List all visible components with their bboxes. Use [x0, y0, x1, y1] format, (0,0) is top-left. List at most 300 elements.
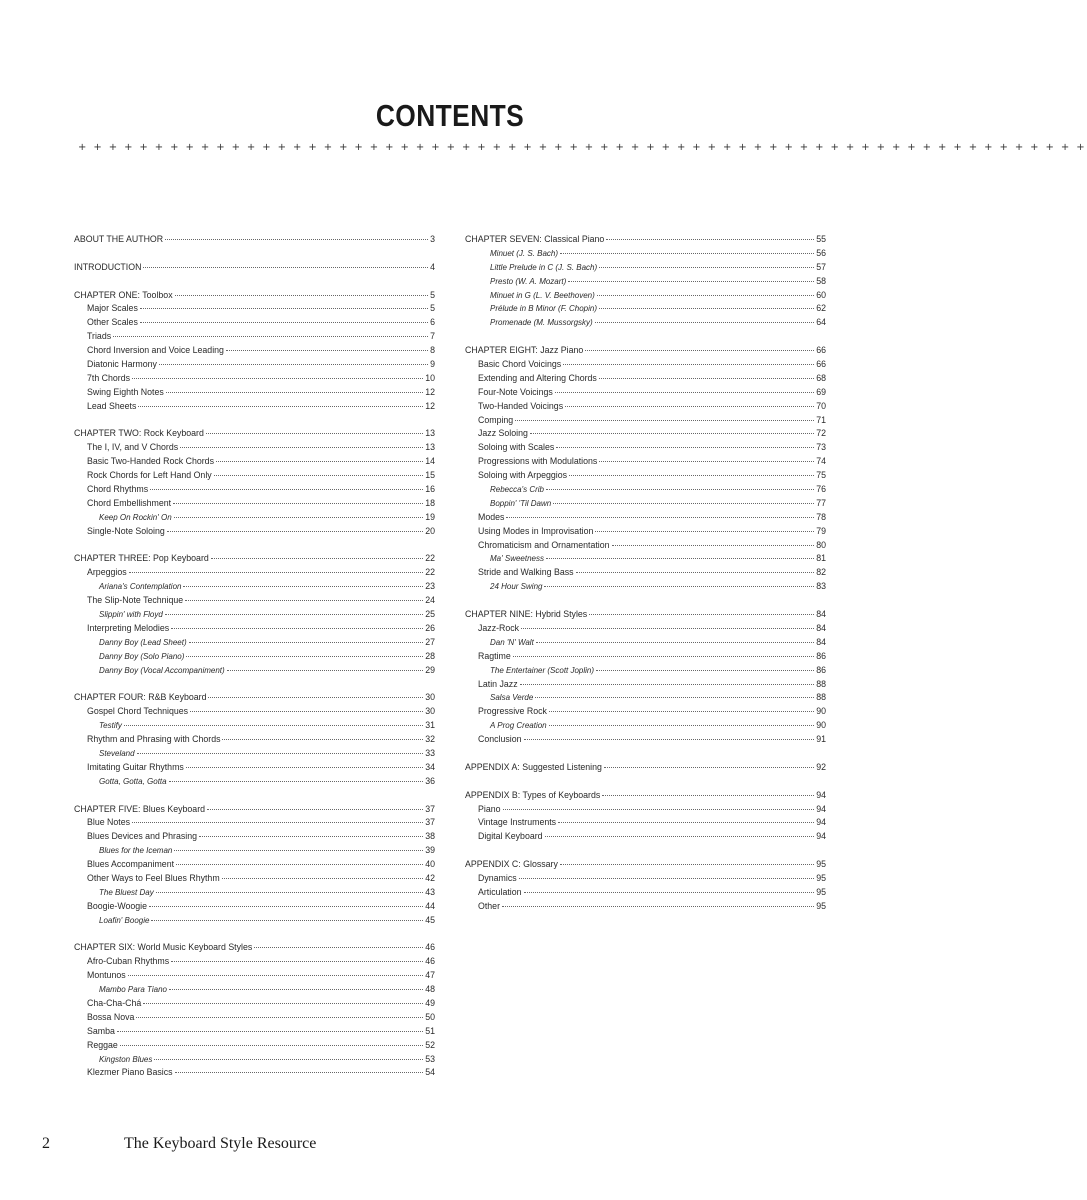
dot-leader — [524, 739, 815, 740]
toc-entry-title: Ma' Sweetness — [490, 554, 544, 564]
toc-entry-title: Keep On Rockin' On — [99, 512, 172, 522]
toc-song-entry — [74, 775, 435, 789]
toc-page-number: 37 — [425, 817, 435, 828]
toc-entry — [74, 594, 435, 608]
toc-page-number: 51 — [425, 1025, 435, 1036]
dot-leader — [214, 475, 424, 476]
toc-page-number: 90 — [816, 720, 826, 731]
toc-entry-title: Klezmer Piano Basics — [87, 1067, 173, 1078]
toc-page-number: 88 — [816, 678, 826, 689]
dot-leader — [506, 517, 814, 518]
toc-page-number: 74 — [816, 456, 826, 467]
toc-entry — [74, 302, 435, 316]
toc-page-number: 19 — [425, 511, 435, 522]
dot-leader — [502, 906, 814, 907]
dot-leader — [606, 239, 814, 240]
toc-entry — [74, 1025, 435, 1039]
toc-entry-title: Modes — [478, 511, 505, 522]
toc-page-number: 37 — [425, 803, 435, 814]
toc-entry-title: Vintage Instruments — [478, 817, 557, 828]
toc-entry — [465, 386, 826, 400]
toc-song-entry — [74, 1053, 435, 1067]
toc-entry — [74, 483, 435, 497]
toc-entry-title: Reggae — [87, 1039, 118, 1050]
toc-page-number: 7 — [430, 331, 435, 342]
toc-entry — [74, 622, 435, 636]
toc-page-number: 91 — [816, 734, 826, 745]
toc-entry-title: Other — [478, 900, 501, 911]
dot-leader — [515, 420, 814, 421]
toc-song-entry — [74, 664, 435, 678]
toc-entry-title: A Prog Creation — [490, 721, 547, 731]
toc-song-entry — [74, 844, 435, 858]
toc-entry — [74, 358, 435, 372]
dot-leader — [553, 503, 814, 504]
toc-entry — [74, 441, 435, 455]
toc-entry-title: Dan 'N' Walt — [490, 637, 534, 647]
toc-heading-entry — [465, 789, 826, 803]
dot-leader — [597, 295, 814, 296]
dot-leader — [190, 711, 423, 712]
toc-entry-title: Blues Devices and Phrasing — [87, 831, 198, 842]
dot-leader — [132, 378, 423, 379]
toc-entry-title: Triads — [87, 331, 112, 342]
toc-song-entry — [465, 302, 826, 316]
toc-entry-title: Blue Notes — [87, 817, 131, 828]
toc-entry-title: Other Ways to Feel Blues Rhythm — [87, 872, 220, 883]
toc-heading-entry — [74, 261, 435, 275]
toc-section — [74, 289, 435, 414]
toc-section — [74, 941, 435, 1080]
toc-page-number: 62 — [816, 303, 826, 314]
dot-leader — [185, 600, 423, 601]
dot-leader — [138, 406, 423, 407]
toc-section — [465, 858, 826, 914]
toc-entry — [465, 803, 826, 817]
toc-page-number: 94 — [816, 817, 826, 828]
toc-page-number: 53 — [425, 1053, 435, 1064]
toc-entry-title: 24 Hour Swing — [490, 582, 543, 592]
dot-leader — [599, 378, 814, 379]
toc-entry-title: Chromaticism and Ornamentation — [478, 539, 610, 550]
dot-leader — [565, 406, 814, 407]
toc-page-number: 64 — [816, 317, 826, 328]
toc-entry-title: Arpeggios — [87, 567, 127, 578]
page-title: CONTENTS — [375, 98, 525, 133]
toc-entry-title: Basic Two-Handed Rock Chords — [87, 456, 214, 467]
toc-entry-title: Kingston Blues — [99, 1054, 153, 1064]
toc-entry-title: Diatonic Harmony — [87, 359, 157, 370]
toc-page-number: 84 — [816, 622, 826, 633]
toc-section — [465, 789, 826, 845]
toc-entry — [74, 316, 435, 330]
dot-leader — [604, 767, 814, 768]
toc-song-entry — [74, 580, 435, 594]
toc-page-number: 3 — [430, 234, 435, 244]
toc-entry — [74, 344, 435, 358]
toc-page-number: 9 — [430, 359, 435, 370]
dot-leader — [560, 253, 814, 254]
dot-leader — [602, 795, 814, 796]
toc-page-number: 44 — [425, 900, 435, 911]
toc-song-entry — [465, 636, 826, 650]
dot-leader — [524, 892, 815, 893]
toc-heading-entry — [465, 761, 826, 775]
toc-page-number: 46 — [425, 942, 435, 953]
toc-entry — [74, 830, 435, 844]
dot-leader — [132, 822, 423, 823]
toc-entry — [465, 830, 826, 844]
dot-leader — [612, 545, 815, 546]
toc-heading-entry — [74, 289, 435, 303]
toc-entry — [465, 414, 826, 428]
toc-song-entry — [465, 497, 826, 511]
toc-page-number: 13 — [425, 442, 435, 453]
toc-page-number: 54 — [425, 1067, 435, 1078]
toc-entry-title: Testify — [99, 721, 122, 731]
toc-entry-title: Lead Sheets — [87, 400, 137, 411]
toc-entry-title: Conclusion — [478, 734, 522, 745]
toc-page-number: 95 — [816, 872, 826, 883]
dot-leader — [124, 725, 423, 726]
toc-entry-title: Single-Note Soloing — [87, 525, 165, 536]
toc-page-number: 68 — [816, 372, 826, 383]
toc-page-number: 57 — [816, 261, 826, 272]
dot-leader — [545, 836, 815, 837]
dot-leader — [186, 656, 423, 657]
toc-entry-title: Gotta, Gotta, Gotta — [99, 776, 167, 786]
toc-song-entry — [74, 511, 435, 525]
toc-page-number: 94 — [816, 789, 826, 800]
toc-page-number: 56 — [816, 247, 826, 258]
toc-entry-title: Major Scales — [87, 303, 138, 314]
toc-entry-title: CHAPTER THREE: Pop Keyboard — [74, 553, 209, 564]
toc-song-entry — [465, 275, 826, 289]
dot-leader — [165, 614, 423, 615]
dot-leader — [140, 322, 428, 323]
toc-page-number: 27 — [425, 636, 435, 647]
toc-page-number: 39 — [425, 845, 435, 856]
toc-entry — [74, 969, 435, 983]
toc-page-number: 12 — [425, 400, 435, 411]
toc-page-number: 95 — [816, 886, 826, 897]
toc-page-number: 83 — [816, 581, 826, 592]
toc-entry — [465, 650, 826, 664]
dot-leader — [555, 392, 814, 393]
dot-leader — [199, 836, 423, 837]
toc-entry-title: Stride and Walking Bass — [478, 567, 574, 578]
toc-entry-title: CHAPTER FOUR: R&B Keyboard — [74, 692, 207, 703]
toc-page-number: 4 — [430, 261, 435, 272]
dot-leader — [208, 697, 423, 698]
toc-page-number: 13 — [425, 428, 435, 439]
toc-page-number: 76 — [816, 484, 826, 495]
toc-entry — [74, 386, 435, 400]
toc-page-number: 80 — [816, 539, 826, 550]
toc-entry-title: The I, IV, and V Chords — [87, 442, 179, 453]
toc-entry — [74, 955, 435, 969]
dot-leader — [599, 308, 814, 309]
dot-leader — [183, 586, 423, 587]
toc-entry-title: CHAPTER EIGHT: Jazz Piano — [465, 345, 584, 356]
toc-song-entry — [465, 691, 826, 705]
dot-leader — [216, 461, 423, 462]
toc-song-entry — [74, 650, 435, 664]
toc-song-entry — [74, 719, 435, 733]
toc-page-number: 16 — [425, 484, 435, 495]
dot-leader — [563, 364, 814, 365]
toc-entry-title: Four-Note Voicings — [478, 386, 553, 397]
dot-leader — [254, 947, 423, 948]
toc-section — [74, 261, 435, 275]
toc-page-number: 38 — [425, 831, 435, 842]
toc-entry-title: Imitating Guitar Rhythms — [87, 761, 184, 772]
toc-heading-entry — [74, 427, 435, 441]
toc-page-number: 26 — [425, 622, 435, 633]
toc-heading-entry — [465, 608, 826, 622]
dot-leader — [546, 558, 814, 559]
dot-leader — [169, 989, 423, 990]
toc-entry-title: CHAPTER NINE: Hybrid Styles — [465, 609, 588, 620]
toc-entry-title: Piano — [478, 803, 501, 814]
toc-entry-title: Ariana's Contemplation — [99, 582, 182, 592]
toc-entry-title: CHAPTER SIX: World Music Keyboard Styles — [74, 942, 253, 953]
toc-entry — [74, 997, 435, 1011]
toc-entry-title: Montunos — [87, 970, 126, 981]
toc-entry — [74, 1011, 435, 1025]
toc-page-number: 24 — [425, 595, 435, 606]
toc-page-number: 79 — [816, 525, 826, 536]
toc-song-entry — [465, 261, 826, 275]
toc-entry-title: Danny Boy (Lead Sheet) — [99, 637, 187, 647]
dot-leader — [599, 267, 814, 268]
toc-entry — [74, 705, 435, 719]
toc-page-number: 92 — [816, 761, 826, 772]
dot-leader — [128, 975, 424, 976]
toc-entry-title: Prélude in B Minor (F. Chopin) — [490, 304, 598, 314]
dot-leader — [206, 433, 423, 434]
toc-entry-title: APPENDIX A: Suggested Listening — [465, 761, 602, 772]
dot-leader — [120, 1045, 423, 1046]
dot-leader — [549, 711, 814, 712]
dot-leader — [189, 642, 424, 643]
toc-entry-title: Rhythm and Phrasing with Chords — [87, 734, 221, 745]
dot-leader — [576, 572, 815, 573]
toc-entry-title: Minuet in G (L. V. Beethoven) — [490, 290, 595, 300]
toc-entry-title: The Entertainer (Scott Joplin) — [490, 665, 595, 675]
toc-page-number: 86 — [816, 664, 826, 675]
toc-entry-title: Afro-Cuban Rhythms — [87, 956, 170, 967]
dot-leader — [535, 697, 814, 698]
toc-page-number: 82 — [816, 567, 826, 578]
toc-entry-title: Salsa Verde — [490, 693, 534, 703]
toc-entry-title: Mambo Para Tiano — [99, 985, 167, 995]
toc-entry — [74, 900, 435, 914]
footer-page-number: 2 — [42, 1135, 50, 1152]
toc-section — [74, 691, 435, 788]
toc-entry-title: ABOUT THE AUTHOR — [74, 234, 164, 244]
toc-page-number: 60 — [816, 289, 826, 300]
toc-entry-title: The Bluest Day — [99, 887, 154, 897]
toc-entry — [74, 872, 435, 886]
dot-leader — [174, 517, 424, 518]
toc-entry-title: Using Modes in Improvisation — [478, 525, 594, 536]
toc-page-number: 29 — [425, 664, 435, 675]
page-footer — [42, 1135, 316, 1153]
toc-entry-title: Cha-Cha-Chá — [87, 997, 142, 1008]
dot-leader — [520, 684, 815, 685]
toc-entry — [465, 372, 826, 386]
toc-song-entry — [465, 552, 826, 566]
dot-leader — [226, 350, 428, 351]
toc-heading-entry — [74, 803, 435, 817]
dot-leader — [171, 961, 423, 962]
toc-page-number: 75 — [816, 470, 826, 481]
toc-page-number: 94 — [816, 803, 826, 814]
toc-song-entry — [465, 580, 826, 594]
toc-right-column — [465, 233, 826, 928]
dot-leader — [175, 1072, 424, 1073]
plus-divider: + + + + + + + + + + + + + + + + + + + + + + + + + + + + + + + + + + + + + + + + + + + + + + + + + + + + + + + + + + + + + + + + + + — [78, 142, 1087, 153]
toc-page-number: 95 — [816, 859, 826, 870]
toc-entry-title: Minuet (J. S. Bach) — [490, 248, 559, 258]
toc-song-entry — [74, 636, 435, 650]
toc-entry — [74, 858, 435, 872]
dot-leader — [151, 920, 423, 921]
toc-section — [465, 761, 826, 775]
toc-entry-title: Chord Embellishment — [87, 497, 172, 508]
toc-page-number: 30 — [425, 706, 435, 717]
toc-page-number: 31 — [425, 720, 435, 731]
toc-entry — [74, 525, 435, 539]
toc-entry-title: Bossa Nova — [87, 1011, 135, 1022]
toc-song-entry — [74, 914, 435, 928]
toc-page-number: 15 — [425, 470, 435, 481]
toc-song-entry — [465, 247, 826, 261]
footer-book-title: The Keyboard Style Resource — [124, 1135, 317, 1152]
toc-heading-entry — [74, 691, 435, 705]
toc-page-number: 18 — [425, 497, 435, 508]
dot-leader — [143, 267, 428, 268]
dot-leader — [596, 670, 814, 671]
toc-page-number: 94 — [816, 831, 826, 842]
toc-heading-entry — [465, 344, 826, 358]
toc-entry-title: CHAPTER ONE: Toolbox — [74, 289, 173, 300]
toc-entry-title: Danny Boy (Vocal Accompaniment) — [99, 665, 225, 675]
toc-entry — [465, 872, 826, 886]
toc-entry-title: Loafin' Boogie — [99, 915, 150, 925]
dot-leader — [549, 725, 815, 726]
dot-leader — [117, 1031, 423, 1032]
toc-entry-title: Little Prelude in C (J. S. Bach) — [490, 262, 598, 272]
toc-entry-title: Promenade (M. Mussorgsky) — [490, 318, 593, 328]
toc-page-number: 46 — [425, 956, 435, 967]
toc-entry-title: Danny Boy (Solo Piano) — [99, 651, 185, 661]
toc-page-number: 88 — [816, 692, 826, 703]
toc-entry-title: CHAPTER TWO: Rock Keyboard — [74, 428, 204, 439]
toc-entry-title: Jazz Soloing — [478, 428, 528, 439]
toc-entry-title: Extending and Altering Chords — [478, 372, 597, 383]
dot-leader — [140, 308, 428, 309]
toc-entry-title: Samba — [87, 1025, 115, 1036]
dot-leader — [222, 878, 424, 879]
toc-page-number: 34 — [425, 761, 435, 772]
dot-leader — [595, 531, 814, 532]
toc-section — [74, 803, 435, 928]
toc-page-number: 22 — [425, 553, 435, 564]
toc-entry-title: Rebecca's Crib — [490, 485, 544, 495]
toc-song-entry — [74, 886, 435, 900]
dot-leader — [180, 447, 423, 448]
toc-song-entry — [465, 316, 826, 330]
toc-entry — [465, 469, 826, 483]
toc-page-number: 55 — [816, 234, 826, 244]
toc-entry-title: Ragtime — [478, 650, 511, 661]
toc-page-number: 45 — [425, 914, 435, 925]
dot-leader — [544, 586, 814, 587]
toc-page-number: 33 — [425, 747, 435, 758]
toc-song-entry — [465, 289, 826, 303]
dot-leader — [211, 558, 423, 559]
toc-entry — [465, 566, 826, 580]
toc-song-entry — [74, 747, 435, 761]
toc-entry — [465, 622, 826, 636]
toc-entry-title: Soloing with Scales — [478, 442, 555, 453]
toc-song-entry — [74, 983, 435, 997]
toc-page-number: 48 — [425, 984, 435, 995]
dot-leader — [154, 1059, 423, 1060]
dot-leader — [556, 447, 814, 448]
toc-entry-title: Jazz-Rock — [478, 622, 520, 633]
toc-page-number: 10 — [425, 372, 435, 383]
dot-leader — [171, 628, 423, 629]
toc-page-number: 20 — [425, 525, 435, 536]
toc-song-entry — [465, 483, 826, 497]
toc-entry — [74, 469, 435, 483]
toc-page-number: 84 — [816, 609, 826, 620]
toc-page-number: 78 — [816, 511, 826, 522]
toc-page-number: 69 — [816, 386, 826, 397]
toc-entry — [465, 400, 826, 414]
toc-entry-title: Boppin' 'Til Dawn — [490, 498, 552, 508]
dot-leader — [530, 433, 814, 434]
toc-entry-title: 7th Chords — [87, 372, 131, 383]
dot-leader — [174, 850, 423, 851]
toc-entry-title: Interpreting Melodies — [87, 622, 170, 633]
toc-entry-title: Slippin' with Floyd — [99, 610, 163, 620]
toc-entry-title: Gospel Chord Techniques — [87, 706, 189, 717]
dot-leader — [599, 461, 814, 462]
toc-entry — [465, 816, 826, 830]
toc-entry-title: APPENDIX C: Glossary — [465, 859, 558, 870]
toc-entry-title: Presto (W. A. Mozart) — [490, 276, 567, 286]
toc-entry — [74, 330, 435, 344]
toc-page-number: 81 — [816, 553, 826, 564]
toc-heading-entry — [74, 941, 435, 955]
dot-leader — [585, 350, 814, 351]
toc-page-number: 43 — [425, 886, 435, 897]
toc-page-number: 50 — [425, 1011, 435, 1022]
toc-song-entry — [74, 608, 435, 622]
dot-leader — [173, 503, 423, 504]
toc-entry-title: CHAPTER SEVEN: Classical Piano — [465, 234, 605, 244]
toc-page-number: 86 — [816, 650, 826, 661]
toc-entry — [465, 733, 826, 747]
dot-leader — [166, 392, 423, 393]
toc-entry-title: Steveland — [99, 748, 135, 758]
dot-leader — [113, 336, 428, 337]
toc-entry-title: Basic Chord Voicings — [478, 359, 562, 370]
